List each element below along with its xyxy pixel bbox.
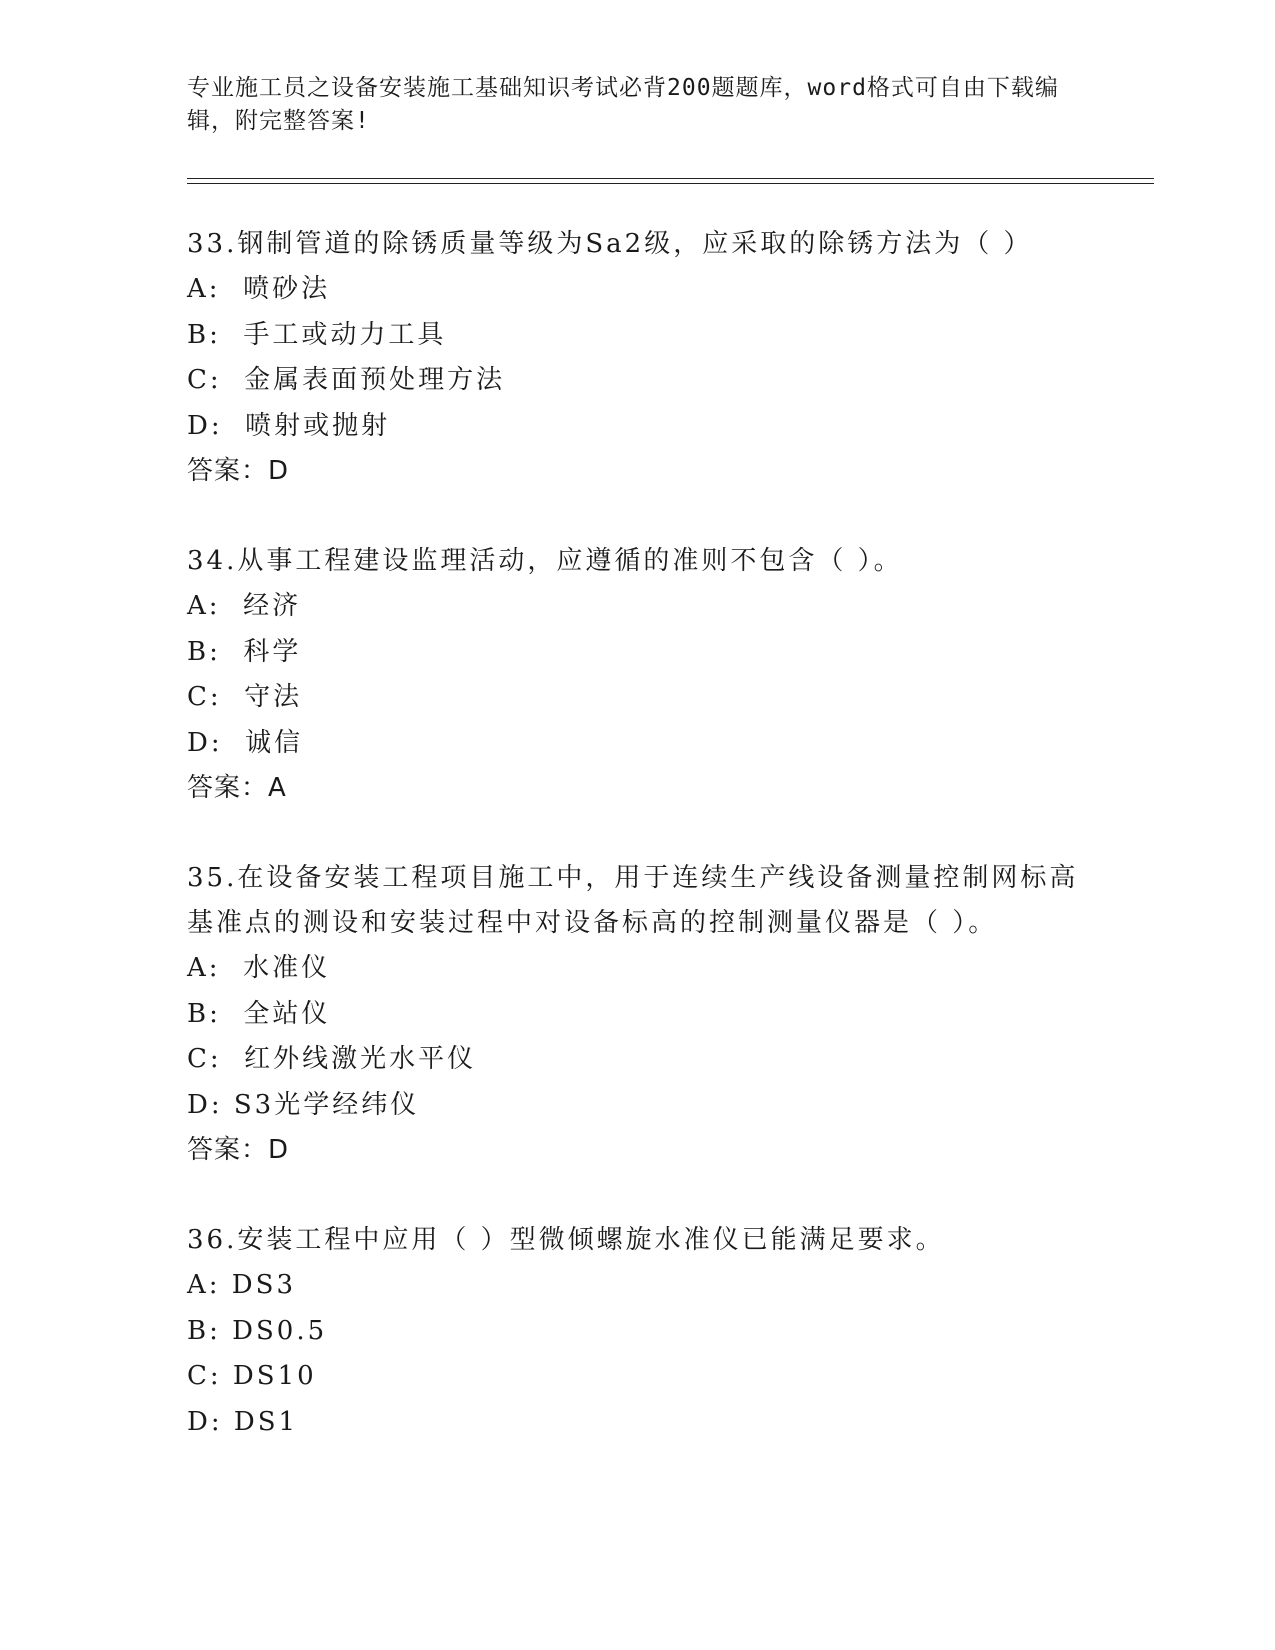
header-divider-top bbox=[187, 178, 1154, 179]
option-b: B: 科学 bbox=[187, 636, 302, 667]
option-c: C: DS10 bbox=[187, 1361, 317, 1391]
option-c: C: 守法 bbox=[187, 682, 303, 712]
option-a: A: 水准仪 bbox=[187, 953, 331, 983]
option-c: C: 红外线激光水平仪 bbox=[187, 1044, 477, 1074]
question-33 bbox=[187, 222, 1087, 494]
question-36 bbox=[187, 1218, 1087, 1445]
option-a: A: DS3 bbox=[187, 1270, 296, 1300]
option-a: A: 喷砂法 bbox=[187, 274, 331, 304]
option-c: C: 金属表面预处理方法 bbox=[187, 365, 506, 395]
option-d: D: 诚信 bbox=[187, 727, 304, 758]
document-header: 专业施工员之设备安装施工基础知识考试必背200题题库，word格式可自由下载编辑，附完整答案! bbox=[187, 75, 1059, 134]
question-stem: 34.从事工程建设监理活动，应遵循的准则不包含（ ）。 bbox=[187, 546, 903, 576]
question-stem: 36.安装工程中应用（ ）型微倾螺旋水准仪已能满足要求。 bbox=[187, 1225, 945, 1255]
option-b: B: DS0.5 bbox=[187, 1315, 328, 1346]
question-35 bbox=[187, 856, 1087, 1173]
option-a: A: 经济 bbox=[187, 591, 302, 621]
option-d: D: S3光学经纬仪 bbox=[187, 1089, 420, 1120]
option-b: B: 手工或动力工具 bbox=[187, 319, 447, 350]
answer: 答案：D bbox=[187, 1135, 290, 1165]
answer: 答案：A bbox=[187, 773, 287, 803]
question-stem: 33.钢制管道的除锈质量等级为Sa2级，应采取的除锈方法为（ ） bbox=[187, 229, 1033, 259]
answer: 答案：D bbox=[187, 456, 290, 486]
option-d: D: 喷射或抛射 bbox=[187, 410, 391, 441]
question-34 bbox=[187, 539, 1087, 811]
option-b: B: 全站仪 bbox=[187, 998, 331, 1029]
option-d: D: DS1 bbox=[187, 1406, 299, 1437]
header-divider-bottom bbox=[187, 183, 1154, 184]
question-stem: 35.在设备安装工程项目施工中，用于连续生产线设备测量控制网标高基准点的测设和安装过程中对设备标高的控制测量仪器是（ ）。 bbox=[187, 863, 1079, 938]
